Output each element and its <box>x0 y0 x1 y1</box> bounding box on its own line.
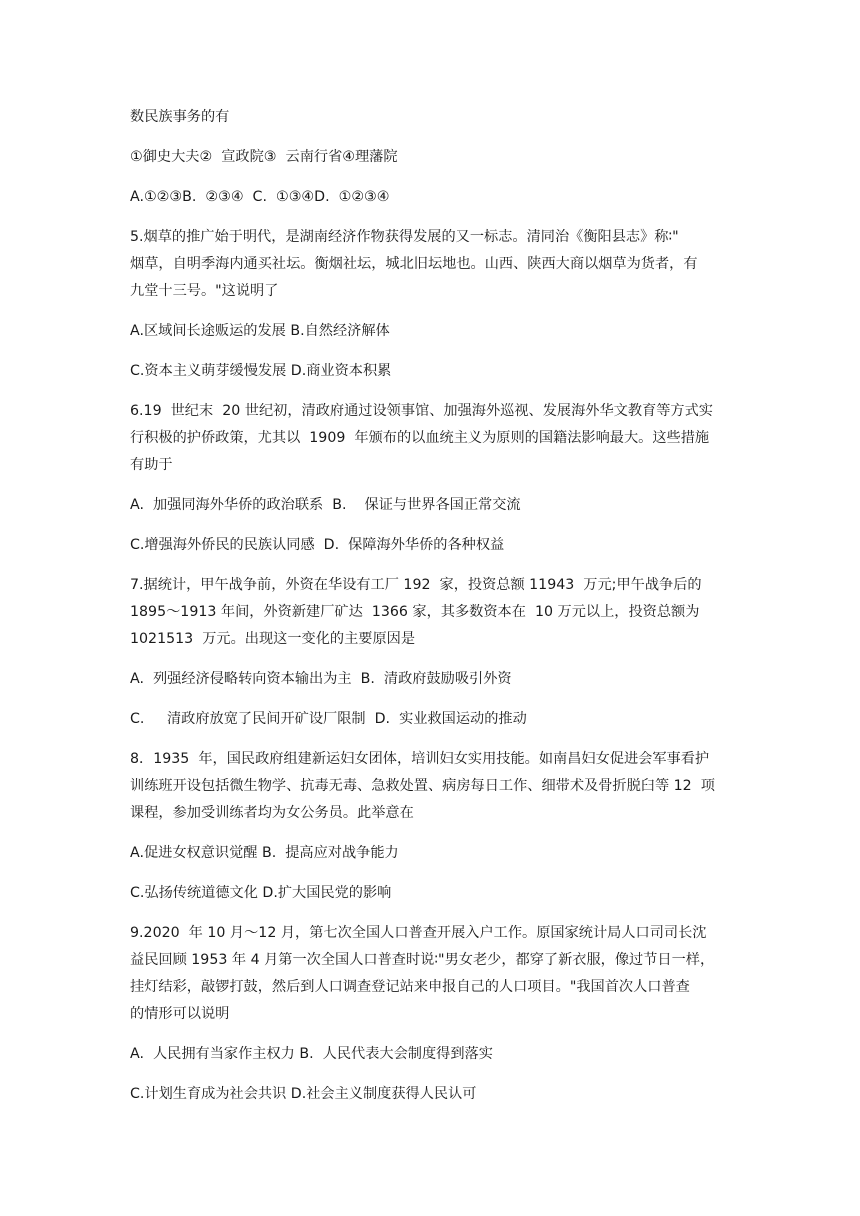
paragraph-gap <box>130 211 735 224</box>
paragraph-gap <box>130 1068 735 1081</box>
paragraph-gap <box>130 559 735 572</box>
text-paragraph <box>130 144 735 171</box>
text-line: C.弘扬传统道德文化 D.扩大国民党的影响 <box>130 885 392 901</box>
text-paragraph <box>130 532 735 559</box>
text-paragraph <box>130 666 735 693</box>
text-line: 1895～1913 年间，外资新建厂矿达 1366 家，其多数资本在 10 万元以上，投资总额为 <box>130 604 700 620</box>
text-line: 行积极的护侨政策，尤其以 1909 年颁布的以血统主义为原则的国籍法影响最大。这些措施 <box>130 430 710 446</box>
text-paragraph <box>130 318 735 345</box>
text-paragraph <box>130 398 735 479</box>
paragraph-gap <box>130 385 735 398</box>
text-line: A. 列强经济侵略转向资本输出为主 B. 清政府鼓励吸引外资 <box>130 671 512 687</box>
text-line: A. 人民拥有当家作主权力 B. 人民代表大会制度得到落实 <box>130 1046 493 1062</box>
text-paragraph <box>130 1041 735 1068</box>
paragraph-gap <box>130 519 735 532</box>
text-paragraph <box>130 920 735 1028</box>
text-line: 烟草，自明季海内通买社坛。衡烟社坛，城北旧坛地也。山西、陕西大商以烟草为货者，有 <box>130 256 698 272</box>
text-line: 9.2020 年 10 月～12 月，第七次全国人口普查开展入户工作。原国家统计局人口司司长沈 <box>130 925 707 941</box>
paragraph-gap <box>130 907 735 920</box>
text-line: 训练班开设包括微生物学、抗毒无毒、急救处置、病房每日工作、细带术及骨折脱臼等 12 项 <box>130 778 715 794</box>
paragraph-gap <box>130 733 735 746</box>
text-paragraph <box>130 1081 735 1108</box>
text-paragraph <box>130 746 735 827</box>
text-line: 九堂十三号。"这说明了 <box>130 283 279 299</box>
paragraph-gap <box>130 867 735 880</box>
paragraph-gap <box>130 693 735 706</box>
text-line: 的情形可以说明 <box>130 1006 230 1022</box>
text-line: 有助于 <box>130 457 173 473</box>
text-line: C.计划生育成为社会共识 D.社会主义制度获得人民认可 <box>130 1086 477 1102</box>
text-line: 5.烟草的推广始于明代，是湖南经济作物获得发展的又一标志。清同治《衡阳县志》称∶" <box>130 229 679 245</box>
document-page <box>130 104 735 1108</box>
text-line: 益民回顾 1953 年 4 月第一次全国人口普查时说∶"男女老少，都穿了新衣服，像过节日一样， <box>130 952 715 968</box>
text-line: A. 加强同海外华侨的政治联系 B. 保证与世界各国正常交流 <box>130 497 521 513</box>
text-paragraph <box>130 224 735 305</box>
text-line: A.促进女权意识觉醒 B. 提高应对战争能力 <box>130 845 399 861</box>
text-line: 7.据统计，甲午战争前，外资在华设有工厂 192 家，投资总额 11943 万元;甲午战争后的 <box>130 577 702 593</box>
text-line: A.区域间长途贩运的发展 B.自然经济解体 <box>130 323 390 339</box>
paragraph-gap <box>130 479 735 492</box>
text-paragraph <box>130 706 735 733</box>
paragraph-gap <box>130 345 735 358</box>
text-line: A.①②③B. ②③④ C. ①③④D. ①②③④ <box>130 189 390 205</box>
paragraph-gap <box>130 171 735 184</box>
text-line: 8．1935 年，国民政府组建新运妇女团体，培训妇女实用技能。如南昌妇女促进会军事看护 <box>130 751 710 767</box>
text-paragraph <box>130 104 735 131</box>
text-line: C.资本主义萌芽缓慢发展 D.商业资本积累 <box>130 363 392 379</box>
text-line: C.增强海外侨民的民族认同感 D. 保障海外华侨的各种权益 <box>130 537 505 553</box>
paragraph-gap <box>130 305 735 318</box>
text-line: ①御史大夫② 宣政院③ 云南行省④理藩院 <box>130 149 398 165</box>
text-line: C. 清政府放宽了民间开矿设厂限制 D. 实业救国运动的推动 <box>130 711 527 727</box>
paragraph-gap <box>130 131 735 144</box>
text-paragraph <box>130 358 735 385</box>
paragraph-gap <box>130 1028 735 1041</box>
text-paragraph <box>130 572 735 653</box>
text-line: 1021513 万元。出现这一变化的主要原因是 <box>130 631 416 647</box>
text-paragraph <box>130 492 735 519</box>
text-line: 数民族事务的有 <box>130 109 230 125</box>
paragraph-gap <box>130 653 735 666</box>
text-line: 挂灯结彩，敲锣打鼓，然后到人口调查登记站来申报自己的人口项目。"我国首次人口普查 <box>130 979 690 995</box>
text-line: 课程，参加受训练者均为女公务员。此举意在 <box>130 805 414 821</box>
paragraph-gap <box>130 827 735 840</box>
text-paragraph <box>130 880 735 907</box>
text-paragraph <box>130 840 735 867</box>
text-line: 6.19 世纪末 20 世纪初，清政府通过设领事馆、加强海外巡视、发展海外华文教育等方式实 <box>130 403 713 419</box>
text-paragraph <box>130 184 735 211</box>
